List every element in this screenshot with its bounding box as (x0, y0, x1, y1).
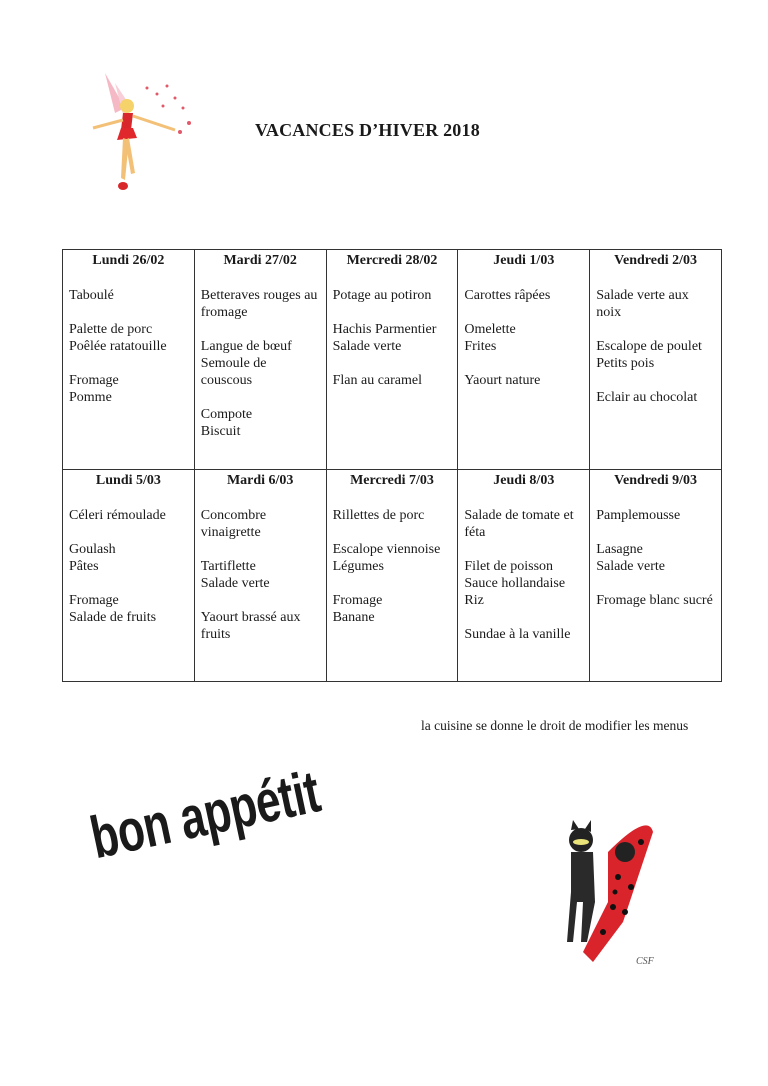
day-cell (458, 250, 590, 470)
day-cell (63, 470, 195, 682)
menu-item: Rillettes de porc (332, 508, 425, 523)
course-group (69, 372, 188, 406)
menu-item: Légumes (332, 559, 384, 574)
course-group (333, 321, 452, 355)
menu-item: Lasagne (596, 542, 643, 557)
menu-item: Tartiflette (200, 559, 256, 574)
menu-item: Hachis Parmentier (332, 322, 437, 337)
menu-item: Potage au potiron (332, 288, 432, 303)
course-group (201, 558, 320, 592)
day-header: Mercredi 28/02 (346, 253, 438, 268)
ladybug-catnoir-illustration (553, 812, 668, 972)
day-header: Jeudi 8/03 (493, 473, 555, 488)
week-row (63, 470, 722, 682)
course-group (69, 541, 188, 575)
day-header: Jeudi 1/03 (493, 253, 555, 268)
day-cell (326, 470, 458, 682)
menu-item: Omelette (464, 322, 516, 337)
bon-appetit-slogan: bon appétit (84, 758, 326, 872)
day-cell (194, 470, 326, 682)
course-group (333, 372, 452, 389)
course-group (201, 338, 320, 389)
course-group (69, 287, 188, 304)
menu-item: Frites (464, 339, 497, 354)
day-cell (458, 470, 590, 682)
menu-item: Compote (200, 407, 253, 422)
menu-item: Langue de bœuf (200, 339, 292, 354)
menu-item: Flan au caramel (332, 373, 422, 388)
menu-item: Banane (332, 610, 375, 625)
menu-item: Pomme (69, 390, 112, 405)
menu-item: Yaourt brassé aux fruits (200, 610, 301, 642)
day-header: Vendredi 2/03 (614, 253, 698, 268)
menu-item: Poêlée ratatouille (69, 339, 167, 354)
course-group (464, 321, 583, 355)
menu-item: Riz (464, 593, 484, 608)
course-group (333, 507, 452, 524)
menu-item: Fromage blanc sucré (596, 593, 713, 608)
menu-item: Fromage (332, 593, 383, 608)
menu-item: Sauce hollandaise (464, 576, 566, 591)
course-group (596, 507, 715, 524)
menu-item: Céleri rémoulade (69, 508, 166, 523)
course-group (201, 609, 320, 643)
menu-item: Carottes râpées (464, 288, 551, 303)
course-group (464, 507, 583, 541)
menu-item: Semoule de couscous (200, 356, 267, 388)
course-group (596, 541, 715, 575)
menu-item: Yaourt nature (464, 373, 541, 388)
menu-item: Salade verte aux noix (596, 288, 689, 320)
course-group (464, 372, 583, 389)
menu-item: Escalope de poulet (596, 339, 702, 354)
course-group (333, 287, 452, 304)
menu-item: Sundae à la vanille (464, 627, 571, 642)
menu-item: Pâtes (69, 559, 99, 574)
menu-item: Salade verte (332, 339, 402, 354)
day-header: Mardi 27/02 (223, 253, 297, 268)
day-header: Vendredi 9/03 (614, 473, 698, 488)
day-header: Lundi 5/03 (95, 473, 161, 488)
course-group (596, 338, 715, 372)
menu-item: Salade verte (596, 559, 665, 574)
course-group (69, 507, 188, 524)
course-group (596, 389, 715, 406)
menu-item: Palette de porc (69, 322, 153, 337)
menu-item: Eclair au chocolat (596, 390, 698, 405)
week-row (63, 250, 722, 470)
day-cell (63, 250, 195, 470)
menu-item: Salade de fruits (69, 610, 157, 625)
menu-item: Fromage (69, 593, 119, 608)
course-group (201, 287, 320, 321)
course-group (201, 406, 320, 440)
menu-table (62, 249, 722, 682)
disclaimer-note: la cuisine se donne le droit de modifier les menus (421, 718, 689, 733)
course-group (333, 541, 452, 575)
day-header: Mardi 6/03 (226, 473, 294, 488)
day-header: Mercredi 7/03 (350, 473, 434, 488)
course-group (464, 287, 583, 304)
menu-item: Betteraves rouges au fromage (200, 288, 318, 320)
day-cell (326, 250, 458, 470)
course-group (69, 321, 188, 355)
course-group (596, 592, 715, 609)
day-cell (590, 470, 722, 682)
course-group (464, 626, 583, 643)
menu-item: Biscuit (200, 424, 241, 439)
menu-item: Petits pois (596, 356, 655, 371)
menu-item: Fromage (69, 373, 119, 388)
menu-item: Taboulé (69, 288, 114, 303)
fairy-illustration (85, 68, 200, 198)
day-cell (590, 250, 722, 470)
course-group (333, 592, 452, 626)
course-group (596, 287, 715, 321)
menu-item: Filet de poisson (464, 559, 554, 574)
menu-item: Concombre vinaigrette (200, 508, 267, 540)
page-title: VACANCES D’HIVER 2018 (255, 120, 480, 140)
course-group (464, 558, 583, 609)
menu-item: Pamplemousse (596, 508, 681, 523)
course-group (201, 507, 320, 541)
menu-item: Salade de tomate et féta (464, 508, 574, 540)
artist-signature: CSF (636, 956, 654, 967)
day-header: Lundi 26/02 (92, 253, 165, 268)
day-cell (194, 250, 326, 470)
menu-item: Escalope viennoise (332, 542, 441, 557)
menu-item: Salade verte (200, 576, 270, 591)
menu-item: Goulash (69, 542, 116, 557)
course-group (69, 592, 188, 626)
